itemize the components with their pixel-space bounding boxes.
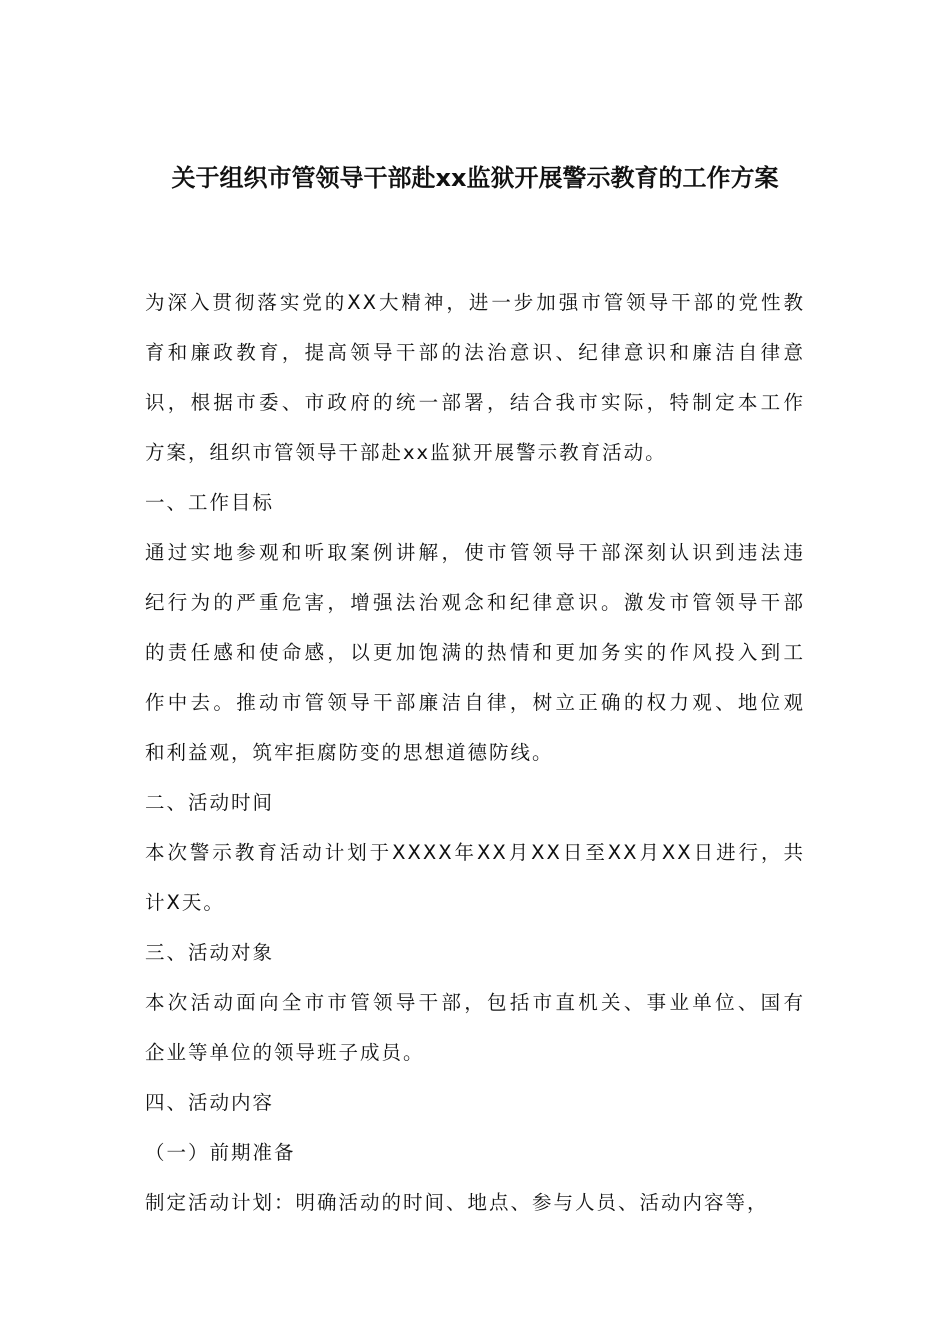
paragraph-goals: [145, 528, 805, 778]
text-line: 制定活动计划：明确活动的时间、地点、参与人员、活动内容等，: [145, 1191, 769, 1214]
text-line: 本次活动面向全市市管领导干部，包括市直机关、事业单位、国有: [145, 991, 805, 1014]
document-body: [145, 278, 805, 1228]
section-heading-goals: 一、工作目标: [145, 491, 275, 514]
document-title: 关于组织市管领导干部赴xx监狱开展警示教育的工作方案: [171, 164, 779, 192]
text-line: 的责任感和使命感，以更加饱满的热情和更加务实的作风投入到工: [145, 641, 805, 664]
text-line: 作中去。推动市管领导干部廉洁自律，树立正确的权力观、地位观: [145, 691, 805, 714]
section-heading-content: 四、活动内容: [145, 1091, 275, 1114]
paragraph-intro: [145, 278, 805, 478]
text-line: 识，根据市委、市政府的统一部署，结合我市实际，特制定本工作: [145, 391, 805, 414]
subsection-heading-preparation: （一）前期准备: [145, 1141, 296, 1164]
paragraph-time: [145, 828, 805, 928]
text-line: 本次警示教育活动计划于XXXX年XX月XX日至XX月XX日进行，共: [145, 841, 805, 864]
text-line: 为深入贯彻落实党的XX大精神，进一步加强市管领导干部的党性教: [145, 291, 805, 314]
paragraph-audience: [145, 978, 805, 1078]
paragraph-preparation: [145, 1178, 805, 1228]
text-line: 企业等单位的领导班子成员。: [145, 1041, 425, 1064]
text-line: 计X天。: [145, 891, 225, 914]
section-heading-audience: 三、活动对象: [145, 941, 275, 964]
text-line: 育和廉政教育，提高领导干部的法治意识、纪律意识和廉洁自律意: [145, 341, 805, 364]
text-line: 纪行为的严重危害，增强法治观念和纪律意识。激发市管领导干部: [145, 591, 805, 614]
text-line: 和利益观，筑牢拒腐防变的思想道德防线。: [145, 741, 554, 764]
text-line: 方案，组织市管领导干部赴xx监狱开展警示教育活动。: [145, 441, 667, 464]
text-line: 通过实地参观和听取案例讲解，使市管领导干部深刻认识到违法违: [145, 541, 805, 564]
section-heading-time: 二、活动时间: [145, 791, 275, 814]
